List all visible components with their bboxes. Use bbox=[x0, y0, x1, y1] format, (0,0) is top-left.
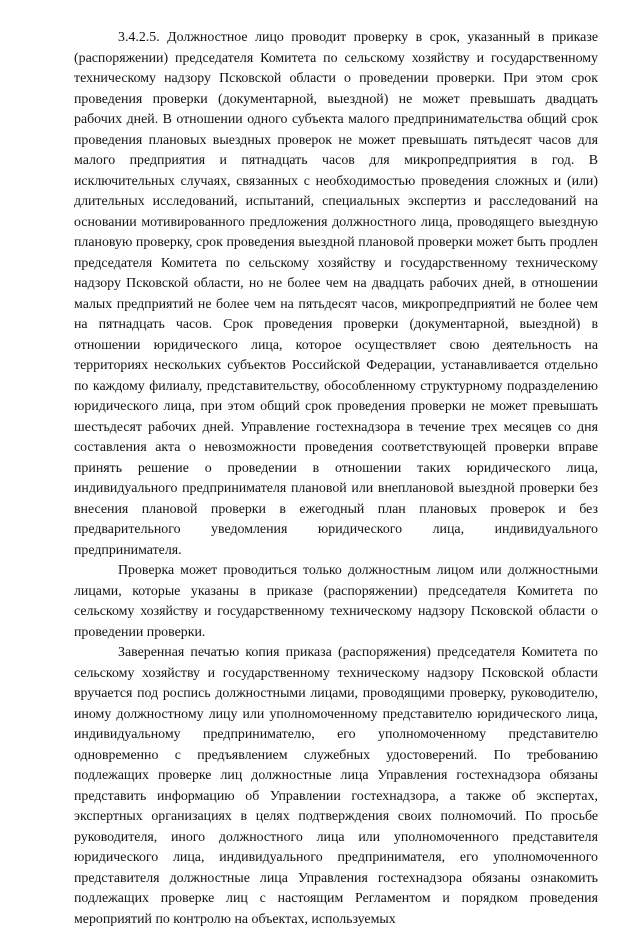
document-page bbox=[74, 28, 598, 930]
paragraph-inspection-officials: Проверка может проводиться только должностным лицом или должностными лицами, которые указаны в приказе (распоряжении) председателя Комитета по сельскому хозяйству и государственному техническому надзору Псковской области о проведении проверки. bbox=[74, 563, 598, 640]
paragraph-3-4-2-5: 3.4.2.5. Должностное лицо проводит проверку в срок, указанный в приказе (распоряжении) председателя Комитета по сельскому хозяйству и государственному техническому надзору Псковской области о проведении проверки. При этом срок проведения проверки (документарной, выездной) не может превышать двадцать рабочих дней. В отношении одного субъекта малого предпринимательства общий срок проведения плановых выездных проверок не может превышать пятьдесят часов для малого предприятия и пятнадцать часов для микропредприятия в год. В исключительных случаях, связанных с необходимостью проведения сложных и (или) длительных исследований, испытаний, специальных экспертиз и расследований на основании мотивированного предложения должностного лица, проводящего выездную плановую проверку, срок проведения выездной плановой проверки может быть продлен председателя Комитета по сельскому хозяйству и государственному техническому надзору Псковской области, но не более чем на двадцать рабочих дней, в отношении малых предприятий не более чем на пятьдесят часов, микропредприятий не более чем на пятнадцать часов. Срок проведения проверки (документарной, выездной) в отношении юридического лица, которое осуществляет свою деятельность на территориях нескольких субъектов Российской Федерации, устанавливается отдельно по каждому филиалу, представительству, обособленному структурному подразделению юридического лица, при этом общий срок проведения проверки не может превышать шестьдесят рабочих дней. Управление гостехнадзора в течение трех месяцев со дня составления акта о невозможности проведения соответствующей проверки вправе принять решение о проведении в отношении таких юридического лица, индивидуального предпринимателя плановой или внеплановой выездной проверки без внесения плановой проверки в ежегодный план плановых проверок и без предварительного уведомления юридического лица, индивидуального предпринимателя. bbox=[74, 30, 598, 558]
paragraph-order-copy: Заверенная печатью копия приказа (распоряжения) председателя Комитета по сельскому хозяйству и государственному техническому надзору Псковской области вручается под роспись должностными лицами, проводящими проверку, руководителю, иному должностному лицу или уполномоченному представителю юридического лица, индивидуальному предпринимателю, его уполномоченному представителю одновременно с предъявлением служебных удостоверений. По требованию подлежащих проверке лиц должностные лица Управления гостехнадзора обязаны представить информацию об Управлении гостехнадзора, а также об экспертах, экспертных организациях в целях подтверждения своих полномочий. По просьбе руководителя, иного должностного лица или уполномоченного представителя юридического лица, индивидуального предпринимателя, его уполномоченного представителя должностные лица Управления гостехнадзора обязаны ознакомить подлежащих проверке лиц с настоящим Регламентом и порядком проведения мероприятий по контролю на объектах, используемых bbox=[74, 645, 598, 927]
